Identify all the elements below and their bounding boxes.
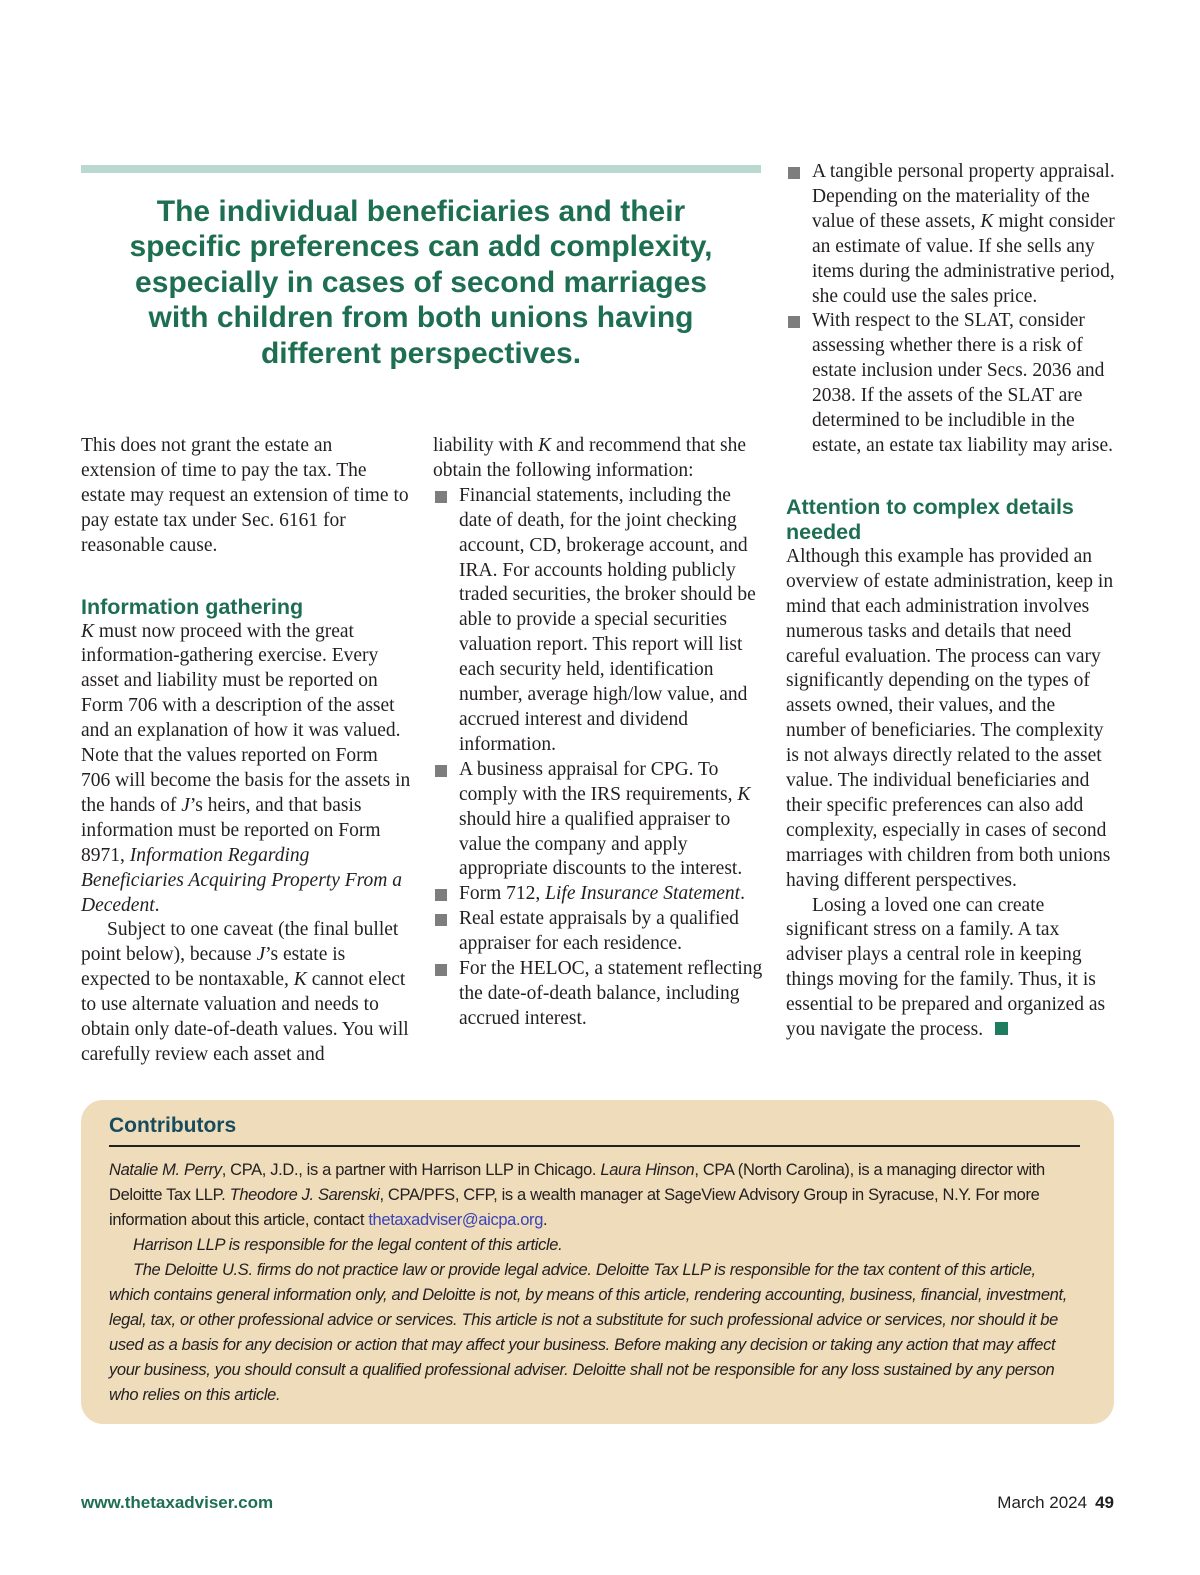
italic-k: K bbox=[81, 620, 95, 642]
square-bullet-icon bbox=[788, 316, 800, 328]
paragraph: K must now proceed with the great information-gathering exercise. Every asset and liability must be reported on Form 706 with a description of the asset and an explanation of how it was valued. Note that the values reported on Form 706 will become the basis for the assets in the hands of J’s heirs, and that basis information must be reported on Form 8971, Information Regarding Beneficiaries Acquiring Property From a Decedent. bbox=[81, 620, 411, 916]
page-footer bbox=[997, 1493, 1114, 1513]
square-bullet-icon bbox=[435, 964, 447, 976]
list-item: A business appraisal for CPG. To comply with the IRS requirements, K should hire a qualified appraiser to value the company and apply appropriate discounts to the interest. bbox=[433, 758, 763, 883]
square-bullet-icon bbox=[435, 765, 447, 777]
top-rule bbox=[81, 165, 761, 173]
square-bullet-icon bbox=[435, 889, 447, 901]
italic-k: K bbox=[980, 210, 994, 232]
square-bullet-icon bbox=[435, 491, 447, 503]
issue-date: March 2024 bbox=[997, 1493, 1088, 1512]
contributors-box bbox=[81, 1100, 1114, 1424]
list-item: Form 712, Life Insurance Statement. bbox=[433, 882, 763, 907]
website-link[interactable]: www.thetaxadviser.com bbox=[81, 1493, 274, 1512]
contributor-name: Theodore J. Sarenski bbox=[229, 1186, 380, 1204]
page-number: 49 bbox=[1095, 1493, 1114, 1512]
italic-j: J bbox=[181, 794, 190, 816]
contributor-name: Natalie M. Perry bbox=[109, 1161, 222, 1179]
form-title: Life Insurance Statement bbox=[545, 883, 741, 905]
column-2 bbox=[433, 434, 763, 1032]
column-3 bbox=[786, 160, 1118, 1043]
pull-quote: The individual beneficiaries and their specific preferences can add complexity, especially in cases of second marriages with children from both unions having different perspectives. bbox=[129, 195, 713, 370]
paragraph: Subject to one caveat (the final bullet point below), because J’s estate is expected to be nontaxable, K cannot elect to use alternate valuation and needs to obtain only date-of-death values. You will carefully review each asset and bbox=[81, 919, 409, 1065]
paragraph: Losing a loved one can create significant stress on a family. A tax adviser plays a central role in keeping things moving for the family. Thus, it is essential to be prepared and organized as you navigate the process. bbox=[786, 894, 1106, 1041]
square-bullet-icon bbox=[435, 914, 447, 926]
contributors-divider bbox=[109, 1145, 1080, 1147]
form-title: Information Regarding Beneficiaries Acquiring Property From a Decedent bbox=[81, 844, 402, 916]
list-item: A tangible personal property appraisal. Depending on the materiality of the value of these assets, K might consider an estimate of value. If she sells any items during the administrative period, she could use the sales price. bbox=[786, 160, 1118, 309]
section-heading-information-gathering: Information gathering bbox=[81, 594, 304, 619]
italic-k: K bbox=[293, 969, 307, 991]
square-bullet-icon bbox=[788, 167, 800, 179]
contributor-name: Laura Hinson bbox=[600, 1161, 695, 1179]
italic-j: J bbox=[256, 944, 266, 966]
contributors-heading: Contributors bbox=[109, 1114, 237, 1137]
paragraph: Although this example has provided an overview of estate administration, keep in mind that each administration involves numerous tasks and details that need careful evaluation. The process can vary significantly depending on the types of assets owned, their values, and the number of beneficiaries. The complexity is not always directly related to the asset value. The individual beneficiaries and their specific preferences can also add complexity, especially in cases of second marriages with children from both unions having different perspectives. bbox=[786, 545, 1114, 891]
info-list bbox=[433, 484, 763, 1032]
email-link[interactable]: thetaxadviser@aicpa.org bbox=[368, 1211, 544, 1229]
column-1 bbox=[81, 434, 411, 1068]
paragraph: liability with K and recommend that she obtain the following information: bbox=[433, 435, 747, 481]
list-item: With respect to the SLAT, consider assessing whether there is a risk of estate inclusion under Secs. 2036 and 2038. If the assets of the SLAT are determined to be includible in the estate, an estate tax liability may arise. bbox=[786, 309, 1118, 458]
legal-note: Harrison LLP is responsible for the legal content of this article. bbox=[133, 1236, 563, 1254]
info-list-continued bbox=[786, 160, 1118, 459]
end-of-article-icon bbox=[995, 1022, 1008, 1035]
list-item: Financial statements, including the date of death, for the joint checking account, CD, brokerage account, and IRA. For accounts holding publicly traded securities, the broker should be able to provide a special securities valuation report. This report will list each security held, identification number, average high/low value, and accrued interest and dividend information. bbox=[433, 484, 763, 758]
contributors-bio: Natalie M. Perry, CPA, J.D., is a partner with Harrison LLP in Chicago. Laura Hinson, CPA (North Carolina), is a managing director with Deloitte Tax LLP. Theodore J. Sarenski, CPA/PFS, CFP, is a wealth manager at SageView Advisory Group in Syracuse, N.Y. For more information about this article, contact thetaxadviser@aicpa.org. bbox=[109, 1161, 1045, 1229]
disclaimer: The Deloitte U.S. firms do not practice law or provide legal advice. Deloitte Tax LLP is responsible for the tax content of this article, which contains general information only, and Deloitte is not, by means of this article, rendering accounting, business, financial, investment, legal, tax, or other professional advice or services. This article is not a substitute for such professional advice or services, nor should it be used as a basis for any decision or action that may affect your business. Before making any decision or taking any action that may affect your business, you should consult a qualified professional adviser. Deloitte shall not be responsible for any loss sustained by any person who relies on this article. bbox=[109, 1261, 1067, 1404]
section-heading-attention: Attention to complex details needed bbox=[786, 494, 1074, 544]
paragraph: This does not grant the estate an extension of time to pay the tax. The estate may request an extension of time to pay estate tax under Sec. 6161 for reasonable cause. bbox=[81, 435, 409, 556]
list-item: For the HELOC, a statement reflecting the date-of-death balance, including accrued interest. bbox=[433, 957, 763, 1032]
italic-k: K bbox=[538, 435, 552, 456]
list-item: Real estate appraisals by a qualified appraiser for each residence. bbox=[433, 907, 763, 957]
italic-k: K bbox=[737, 783, 751, 805]
